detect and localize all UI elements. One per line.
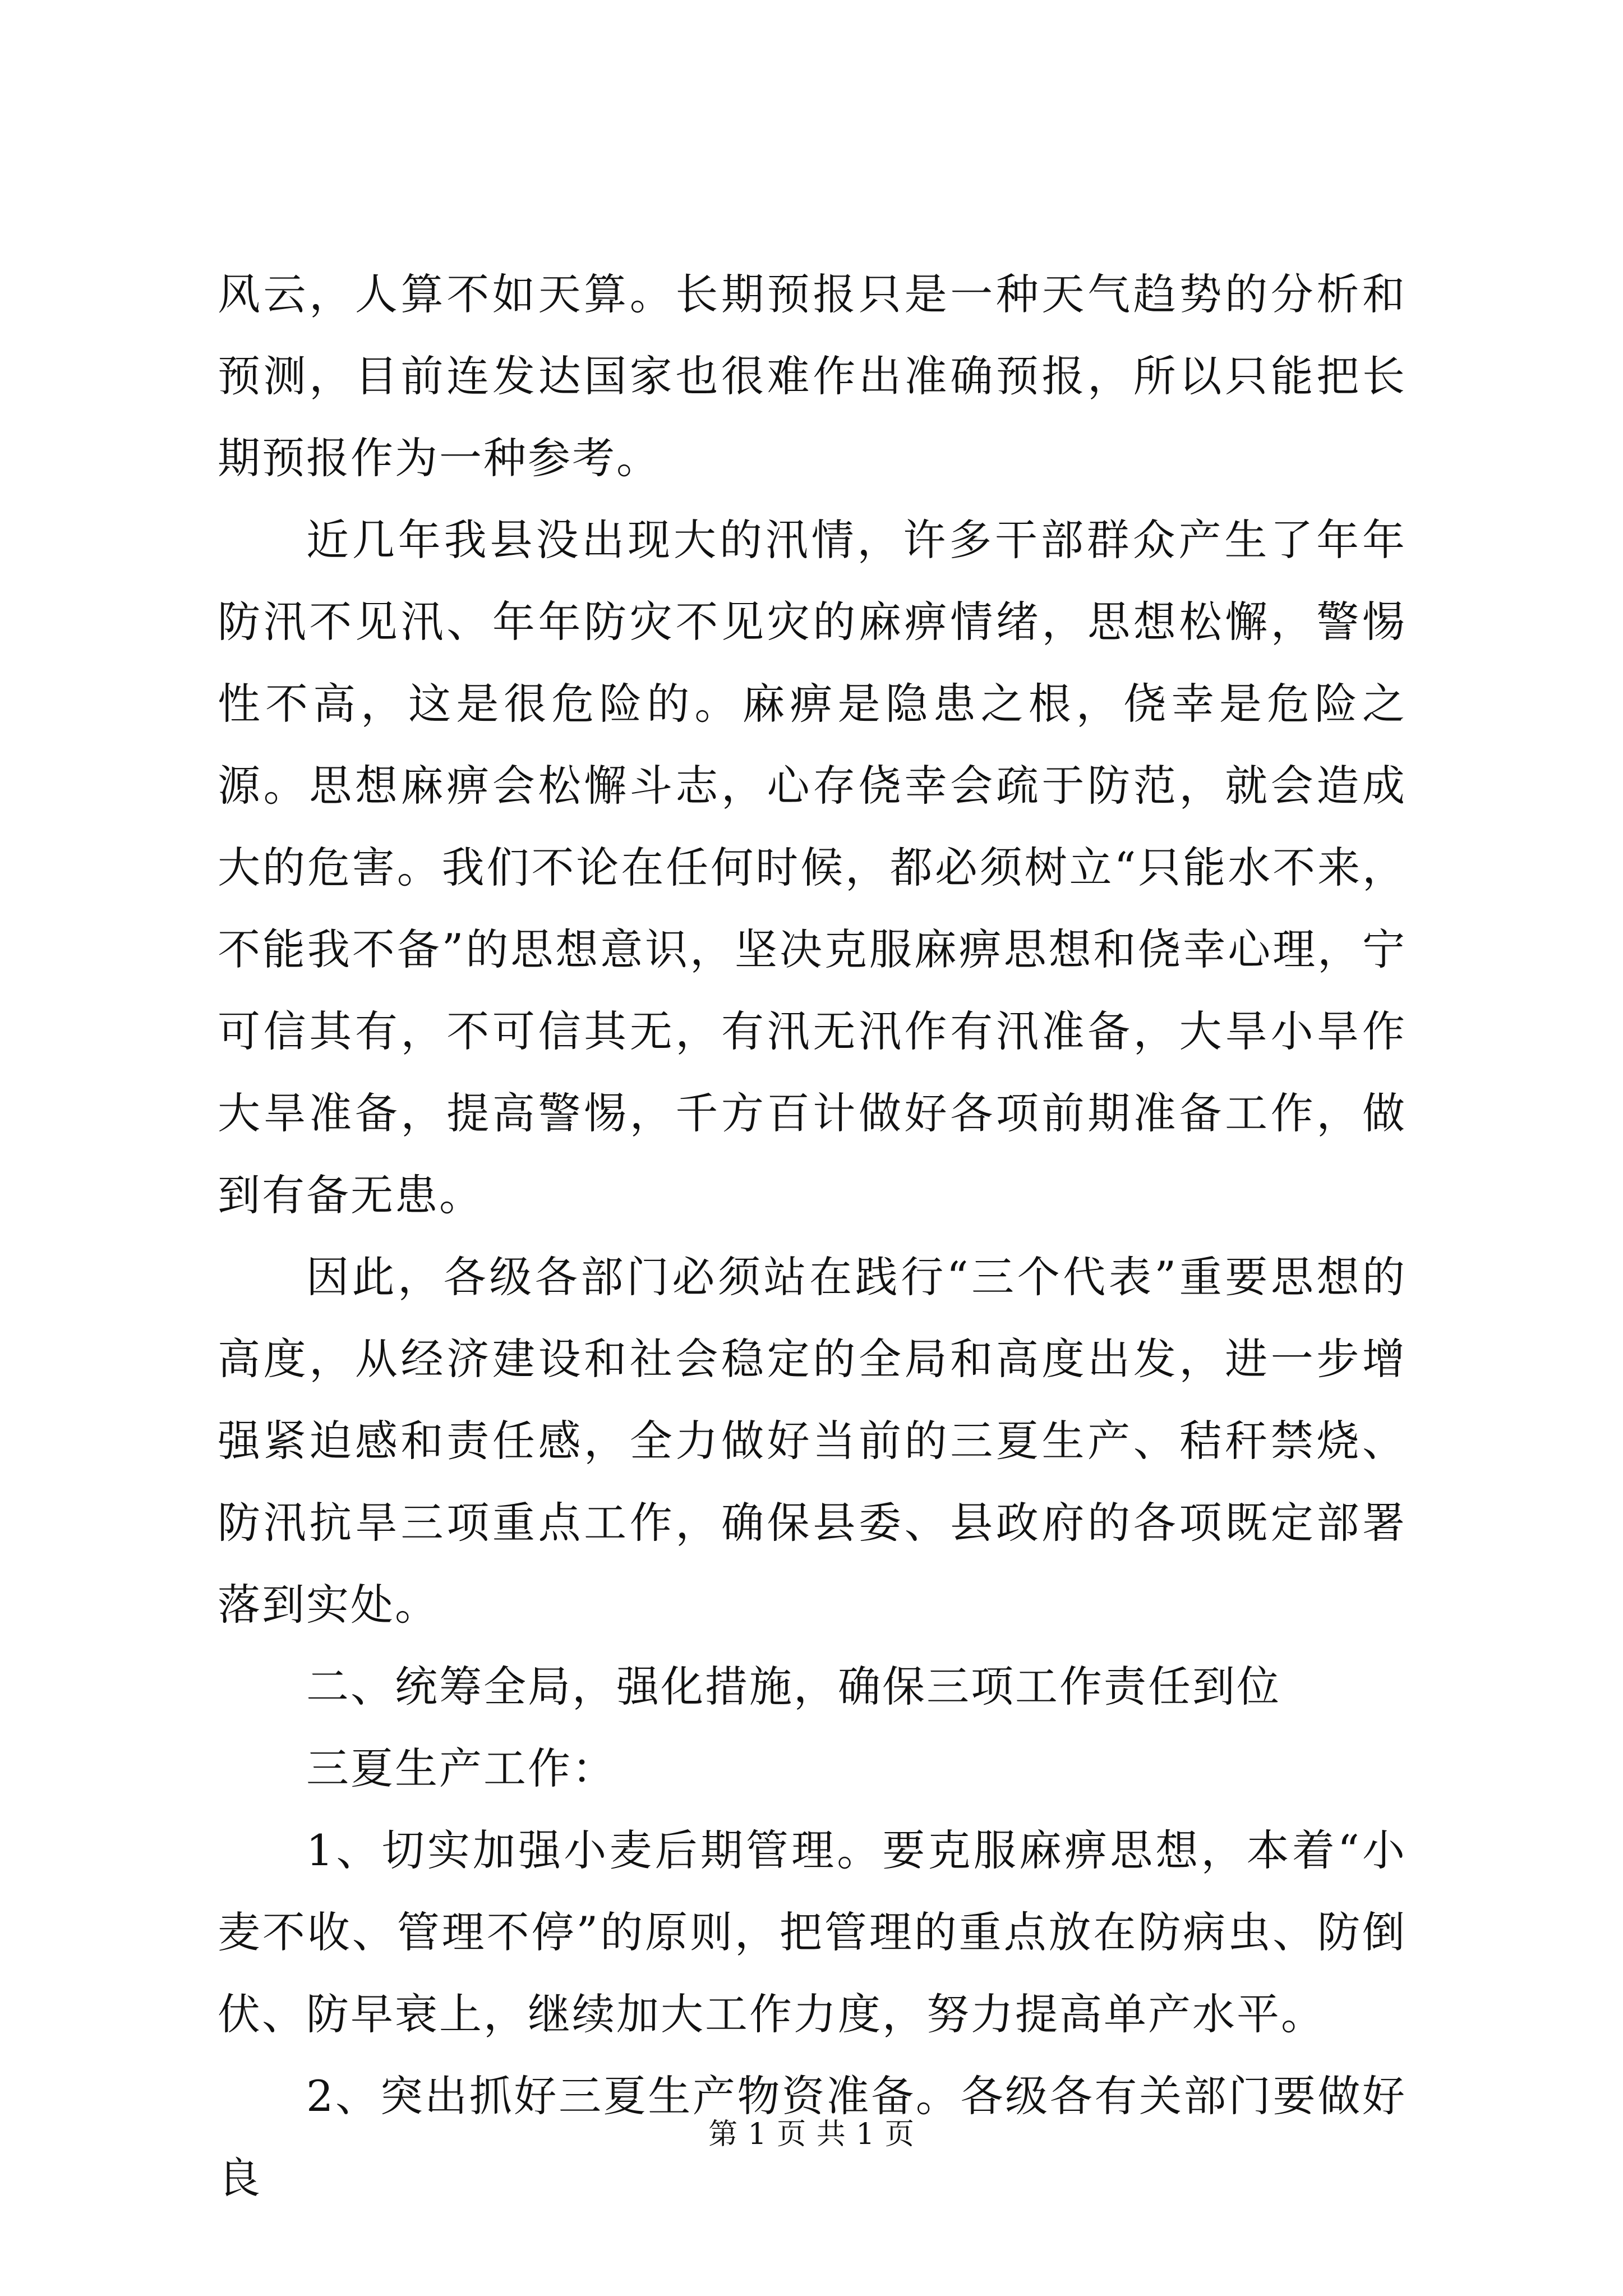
document-body — [218, 254, 1407, 2219]
list-item-2: 2、突出抓好三夏生产物资准备。各级各有关部门要做好良 — [218, 2071, 1407, 2203]
paragraph-1: 风云，人算不如天算。长期预报只是一种天气趋势的分析和预测，目前连发达国家也很难作出准确预报，所以只能把长期预报作为一种参考。 — [218, 269, 1407, 483]
list-item-1: 1、切实加强小麦后期管理。要克服麻痹思想，本着“小麦不收、管理不停”的原则，把管理的重点放在防病虫、防倒伏、防早衰上，继续加大工作力度，努力提高单产水平。 — [218, 1825, 1407, 2039]
subsection-heading: 三夏生产工作： — [306, 1743, 616, 1793]
paragraph-2: 近几年我县没出现大的汛情，许多干部群众产生了年年防汛不见汛、年年防灾不见灾的麻痹情绪，思想松懈，警惕性不高，这是很危险的。麻痹是隐患之根，侥幸是危险之源。思想麻痹会松懈斗志，心存侥幸会疏于防范，就会造成大的危害。我们不论在任何时候，都必须树立“只能水不来，不能我不备”的思想意识，坚决克服麻痹思想和侥幸心理，宁可信其有，不可信其无，有汛无汛作有汛准备，大旱小旱作大旱准备，提高警惕，千方百计做好各项前期准备工作，做到有备无患。 — [218, 515, 1407, 1220]
paragraph-3: 因此，各级各部门必须站在践行“三个代表”重要思想的高度，从经济建设和社会稳定的全局和高度出发，进一步增强紧迫感和责任感，全力做好当前的三夏生产、秸秆禁烧、防汛抗旱三项重点工作，确保县委、县政府的各项既定部署落到实处。 — [218, 1252, 1407, 1630]
page-number-footer: 第 1 页 共 1 页 — [708, 2118, 915, 2151]
section-heading: 二、统筹全局，强化措施，确保三项工作责任到位 — [306, 1662, 1281, 1711]
